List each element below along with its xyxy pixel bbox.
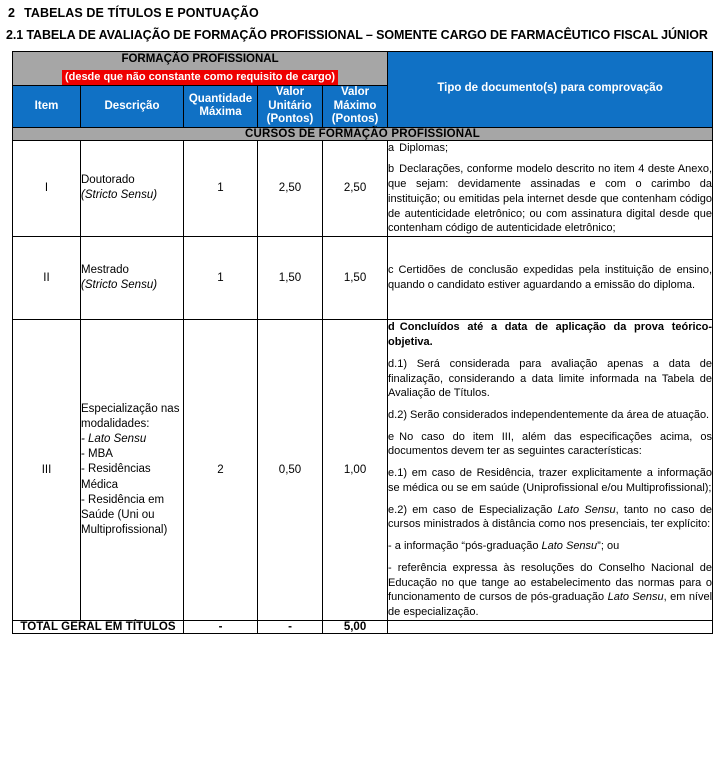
total-valor-unitario: - (258, 621, 323, 634)
doc-label-d: d (388, 321, 395, 334)
descricao-line-3: - MBA (81, 448, 113, 461)
row-item: II (13, 237, 81, 320)
descricao-line-1: Mestrado (81, 263, 129, 276)
banner-note-wrap (13, 70, 387, 85)
vmax-line-3: (Pontos) (331, 113, 379, 126)
doc-b1-before: - a informação “pós-graduação (388, 540, 542, 553)
doc-text-a: Diplomas; (399, 141, 449, 154)
total-tipo-documento (388, 621, 713, 634)
doc-text-c: Certidões de conclusão expedidas pela instituição de ensino, quando o candidato estiver aguardando a emissão do diploma. (388, 264, 713, 292)
banner-title: FORMAÇÃO PROFISSIONAL (121, 52, 279, 65)
doc-label-c: c (388, 264, 394, 277)
vuni-line-2: Unitário (268, 99, 312, 112)
doc-item-e1: e.1) em caso de Residência, trazer explicitamente a informação se médica ou se em saúde (Uniprofissional e/ou Multiprofissional); (388, 467, 713, 494)
row-item: III (13, 320, 81, 621)
doc-item-d (388, 320, 712, 349)
total-row (13, 621, 713, 634)
doc-b2-before: - referência expressa às resoluções do Conselho Nacional de Educação no que tange ao estabelecimento das normas para o funcionamento de cursos de pós-graduação (388, 561, 713, 604)
row-tipo-documento (388, 237, 713, 320)
doc-item-b (388, 162, 712, 236)
vuni-line-3: (Pontos) (266, 113, 314, 126)
doc-b1-italic: Lato Sensu (541, 540, 598, 553)
doc-label-e: e (388, 430, 395, 443)
row-descricao (81, 140, 184, 236)
doc-label-b: b (388, 163, 395, 176)
column-header-item: Item (13, 85, 81, 127)
row-descricao (81, 237, 184, 320)
vmax-line-1: Valor (340, 85, 370, 98)
row-item: I (13, 140, 81, 236)
doc-e2-before: e.2) em caso de Especialização (388, 503, 558, 516)
row-tipo-documento (388, 140, 713, 236)
doc-bullet-2 (388, 561, 712, 620)
qtd-line-2: Máxima (199, 106, 242, 119)
doc-b1-after: ”; ou (597, 540, 620, 553)
row-valor-maximo: 1,00 (323, 320, 388, 621)
subsection-heading: 2.1 TABELA DE AVALIAÇÃO DE FORMAÇÃO PROFISSIONAL – SOMENTE CARGO DE FARMACÊUTICO FISCAL JÚNIOR (6, 28, 708, 42)
descricao-line-1: Especialização nas modalidades: (81, 402, 180, 430)
table-row (13, 320, 713, 621)
doc-item-c (388, 263, 712, 292)
descricao-line-2: - Lato Sensu (81, 433, 147, 446)
doc-item-e2 (388, 503, 712, 532)
column-header-descricao: Descrição (81, 85, 184, 127)
column-header-quantidade-maxima (184, 85, 258, 127)
row-quantidade-maxima: 2 (184, 320, 258, 621)
vmax-line-2: Máximo (333, 99, 377, 112)
vuni-line-1: Valor (275, 85, 305, 98)
row-valor-unitario: 1,50 (258, 237, 323, 320)
column-header-valor-unitario (258, 85, 323, 127)
group-band-row (13, 127, 713, 140)
doc-text-d: Concluídos até a data de aplicação da prova teórico-objetiva. (388, 321, 713, 349)
descricao-line-1: Doutorado (81, 174, 135, 187)
doc-item-d2: d.2) Serão considerados independentemente da área de atuação. (388, 409, 710, 421)
titles-evaluation-table (12, 51, 713, 634)
column-header-valor-maximo (323, 85, 388, 127)
total-valor-maximo: 5,00 (323, 621, 388, 634)
table-row (13, 140, 713, 236)
descricao-line-2: (Stricto Sensu) (81, 189, 158, 202)
doc-e2-italic: Lato Sensu (557, 503, 616, 516)
total-quantidade-maxima: - (184, 621, 258, 634)
row-descricao (81, 320, 184, 621)
row-valor-unitario: 2,50 (258, 140, 323, 236)
doc-item-e (388, 430, 712, 459)
row-valor-unitario: 0,50 (258, 320, 323, 621)
row-quantidade-maxima: 1 (184, 140, 258, 236)
section-number: 2 (8, 6, 16, 20)
total-label: TOTAL GERAL EM TÍTULOS (13, 621, 184, 634)
formacao-profissional-banner (13, 51, 388, 85)
doc-item-d1: d.1) Será considerada para avaliação apenas a data de finalização, considerando a data limite informada na Tabela de Avaliação de Títulos. (388, 357, 713, 400)
descricao-line-5: - Residência em Saúde (Uni ou Multiprofissional) (81, 493, 168, 537)
banner-note: (desde que não constante como requisito de cargo) (62, 70, 338, 85)
descricao-line-2: (Stricto Sensu) (81, 279, 158, 292)
doc-e2-after: , tanto no caso de cursos ministrados à distância como nos presenciais, ter explícito: (388, 503, 713, 531)
section-title: TABELAS DE TÍTULOS E PONTUAÇÃO (24, 6, 259, 20)
descricao-line-4: - Residências Médica (81, 463, 151, 491)
doc-item-a (388, 141, 712, 156)
qtd-line-1: Quantidade (188, 92, 253, 105)
doc-b2-after: , em nível de especialização. (388, 591, 713, 619)
doc-label-a: a (388, 141, 395, 154)
table-row (13, 237, 713, 320)
row-valor-maximo: 1,50 (323, 237, 388, 320)
doc-text-b: Declarações, conforme modelo descrito no item 4 deste Anexo, que sejam: devidamente assinadas e com o carimbo da instituição; ou emitidas pela internet desde que contenham código de autenticidade eletrônico; ou com assinatura digital desde que contenham código de autenticidade eletrônico; (388, 163, 713, 235)
doc-b2-italic: Lato Sensu (607, 591, 664, 604)
doc-bullet-1 (388, 539, 712, 554)
row-tipo-documento (388, 320, 713, 621)
section-heading (0, 0, 722, 20)
row-quantidade-maxima: 1 (184, 237, 258, 320)
doc-text-e: No caso do item III, além das especificações acima, os documentos devem ter as seguintes características: (388, 430, 713, 458)
table-banner-row (13, 51, 713, 85)
row-valor-maximo: 2,50 (323, 140, 388, 236)
column-header-tipo-documento: Tipo de documento(s) para comprovação (388, 51, 713, 127)
group-band-cursos: CURSOS DE FORMAÇÃO PROFISSIONAL (13, 127, 713, 140)
